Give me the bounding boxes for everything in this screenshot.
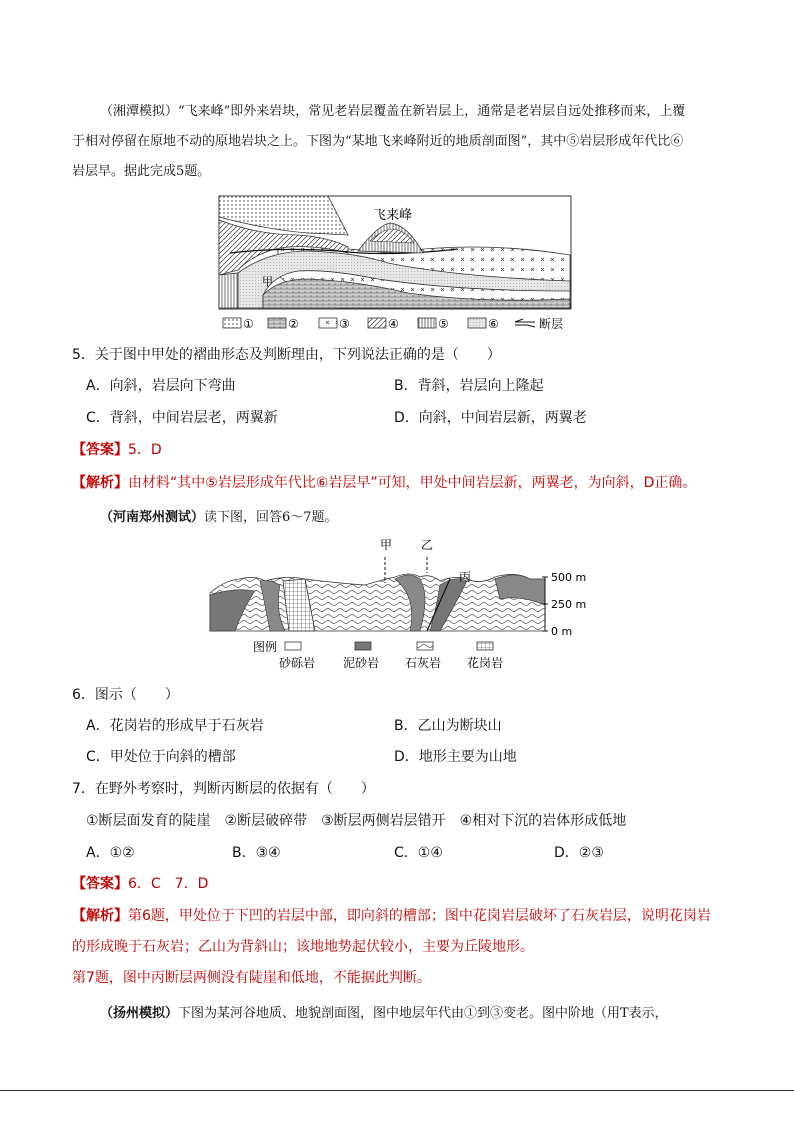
intro3-line [100,1002,668,1021]
elev-250-label: 250 m [551,598,587,611]
jia-label-fig1: 甲 [262,275,273,288]
legend-label-6: ⑥ [488,317,499,331]
legend-swatch-limestone [417,642,433,650]
q6-explanation-line2: 的形成晚于石灰岩；乙山为背斜山；该地地势起伏较小，主要为丘陵地形。 [72,939,534,955]
q7-explanation: 第7题，图中丙断层两侧没有陡崖和低地，不能据此判断。 [72,970,431,986]
elev-500-label: 500 m [551,571,587,584]
legend-title: 图例 [253,640,278,654]
q6-option-a: A．花岗岩的形成早于石灰岩 [86,718,264,734]
intro1-line1 [100,100,685,119]
legend-label-sandstone: 砂砾岩 [279,656,316,670]
intro1-source: （湘潭模拟） [100,104,179,119]
bing-label: 丙 [459,570,472,584]
intro2-text: 读下图，回答6～7题。 [204,510,338,525]
q7-option-b: B．③④ [232,845,281,861]
answer-key: 【答案】 [72,442,128,458]
fault-label: 断层 [539,317,564,331]
q6-explanation-line1 [72,906,711,926]
q7-option-c: C．①④ [394,845,443,861]
q5-option-d: D．向斜，中间岩层新，两翼老 [394,410,587,426]
q5-option-b: B．背斜，岩层向上隆起 [394,378,544,394]
figure-2-svg [205,535,600,675]
q5-explanation [72,473,696,493]
q5-option-c: C．背斜，中间岩层老，两翼新 [86,410,278,426]
legend-swatch-3 [319,318,337,328]
figure-2-profile [205,535,600,675]
legend-swatch-mudstone [355,642,371,650]
legend-label-limestone: 石灰岩 [405,656,442,670]
q7-stem: 7．在野外考察时，判断丙断层的依据有（ ） [72,781,375,797]
q6-option-c: C．甲处位于向斜的槽部 [86,749,236,765]
intro1-text: “飞来峰”即外来岩块，常见老岩层覆盖在新岩层上，通常是老岩层自远处推移而来，上覆 [178,104,686,119]
intro1-line3: 岩层早。据此完成5题。 [72,164,211,179]
legend-label-granite: 花岗岩 [467,656,504,670]
footer-divider [0,1090,794,1091]
legend-label-4: ④ [388,317,399,331]
legend-swatch-5 [418,318,436,328]
intro1-line2: 于相对停留在原地不动的原地岩块之上。下图为“某地飞来峰附近的地质剖面图”，其中⑤岩层形成年代比⑥ [72,134,684,149]
peak-label: 飞来峰 [373,208,413,223]
intro3-text: 下图为某河谷地质、地貌剖面图，图中地层年代由①到③变老。图中阶地（用T表示， [178,1006,668,1021]
intro2-source: （河南郑州测试） [100,510,205,525]
legend-swatch-sandstone [285,642,301,650]
q6-stem: 6．图示（ ） [72,687,179,703]
figure-1-svg [218,195,573,340]
q67-answer [72,874,208,894]
legend-label-mudstone: 泥砂岩 [343,656,380,670]
legend-swatch-1 [223,318,241,328]
q7-items: ①断层面发育的陡崖 ②断层破碎带 ③断层两侧岩层错开 ④相对下沉的岩体形成低地 [86,813,627,829]
legend-swatch-granite [477,642,493,650]
jia-label: 甲 [380,538,393,552]
q7-option-d: D．②③ [554,845,604,861]
answer-value: 5．D [128,442,162,458]
legend-label-2: ② [288,317,299,331]
answer-key: 【答案】 [72,876,128,892]
q5-answer [72,440,162,460]
q6-option-b: B．乙山为断块山 [394,718,502,734]
q7-option-a: A．①② [86,845,135,861]
intro2-line [100,506,338,525]
explanation-text: 由材料“其中⑤岩层形成年代比⑥岩层早”可知，甲处中间岩层新，两翼老，为向斜，D正确。 [128,475,697,491]
yi-label: 乙 [421,538,434,552]
legend-swatch-4 [368,318,386,328]
legend-label-3: ③ [339,317,350,331]
explanation-text: 第6题，甲处位于下凹的岩层中部，即向斜的槽部；图中花岗岩层破坏了石灰岩层，说明花岗岩 [128,908,711,924]
explanation-key: 【解析】 [72,908,128,924]
legend-swatch-6 [468,318,486,328]
q5-stem: 5．关于图中甲处的褶曲形态及判断理由，下列说法正确的是（ ） [72,347,501,363]
legend-label-1: ① [243,317,254,331]
q6-option-d: D．地形主要为山地 [394,749,517,765]
elev-0-label: 0 m [551,625,573,638]
fault-symbol-icon [515,319,535,327]
legend-swatch-2 [268,318,286,328]
figure-1-profile [218,195,573,340]
intro3-source: （扬州模拟） [100,1006,179,1021]
explanation-key: 【解析】 [72,475,128,491]
legend-label-5: ⑤ [438,317,449,331]
q5-option-a: A．向斜，岩层向下弯曲 [86,378,236,394]
figure-1-legend [223,316,563,331]
answer-value: 6．C 7．D [128,876,209,892]
